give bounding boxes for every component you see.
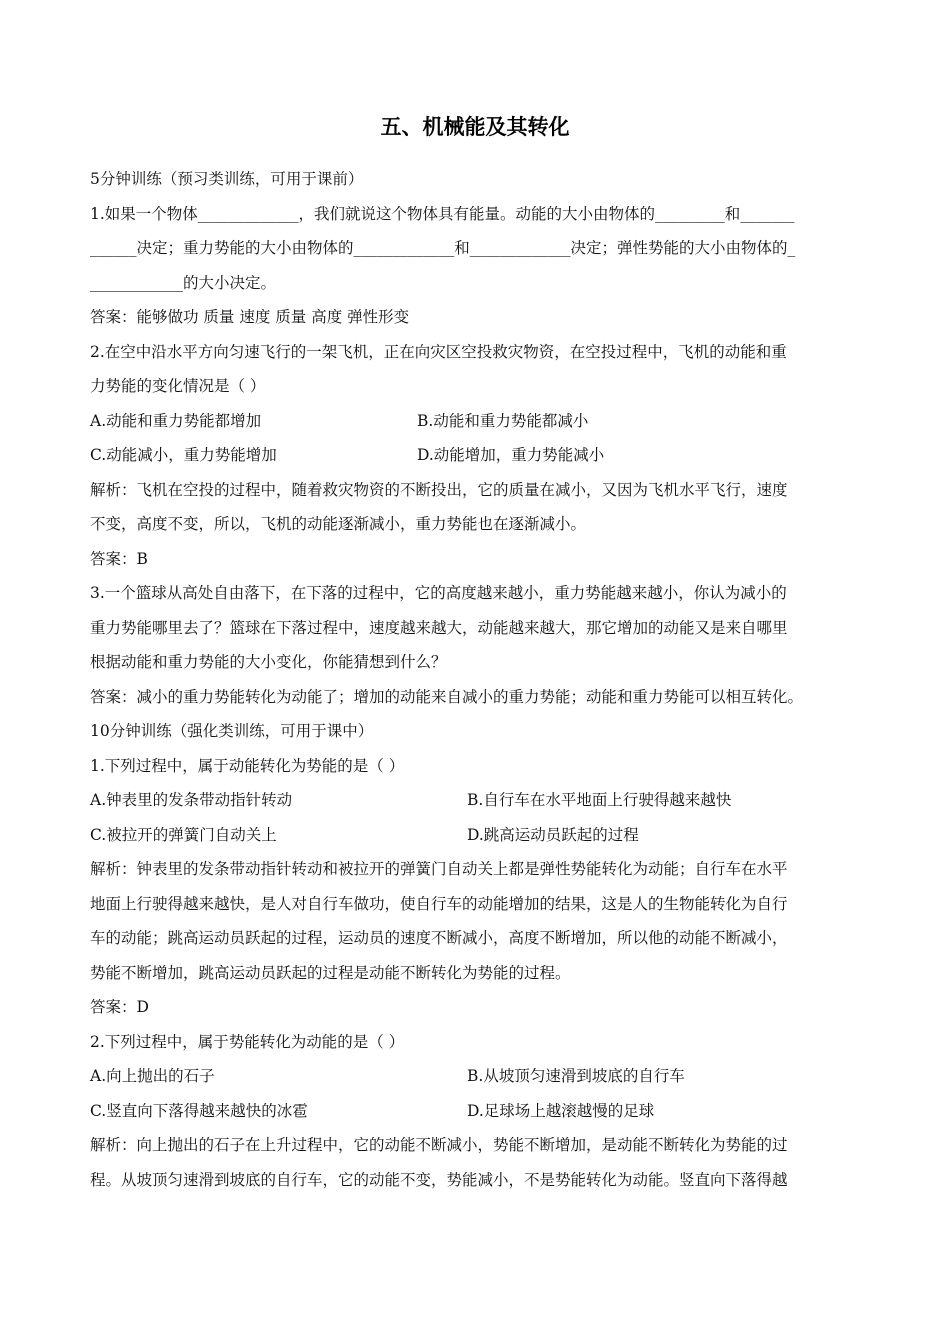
document-page — [90, 112, 860, 1197]
option-row — [90, 1059, 860, 1094]
text-line: 重力势能哪里去了？篮球在下落过程中，速度越来越大，动能越来越大，那它增加的动能又是来自哪里 — [90, 618, 788, 637]
text-line: 5分钟训练（预习类训练，可用于课前） — [90, 170, 364, 188]
option-row — [90, 438, 860, 473]
option-right: B.自行车在水平地面上行驶得越来越快 — [467, 791, 732, 809]
document-title: 五、机械能及其转化 — [380, 115, 570, 139]
text-line: 根据动能和重力势能的大小变化，你能猜想到什么？ — [90, 653, 447, 671]
option-right: D.跳高运动员跃起的过程 — [467, 825, 639, 844]
option-right: D.动能增加，重力势能减小 — [417, 446, 605, 464]
option-left: C.竖直向下落得越来越快的冰雹 — [90, 1101, 308, 1120]
option-left: A.动能和重力势能都增加 — [90, 411, 262, 430]
text-line: 不变，高度不变，所以，飞机的动能逐渐减小，重力势能也在逐渐减小。 — [90, 515, 587, 533]
text-line: 1.如果一个物体_____________，我们就说这个物体具有能量。动能的大小由物体的_________和_______ — [90, 204, 795, 223]
text-line: 3.一个篮球从高处自由落下，在下落的过程中，它的高度越来越小，重力势能越来越小，你认为减小的 — [90, 584, 787, 602]
option-left: C.动能减小，重力势能增加 — [90, 446, 277, 464]
option-row — [90, 783, 860, 818]
text-line: 势能不断增加，跳高运动员跃起的过程是动能不断转化为势能的过程。 — [90, 963, 571, 982]
option-right: B.从坡顶匀速滑到坡底的自行车 — [467, 1067, 685, 1085]
text-line: 解析：向上抛出的石子在上升过程中，它的动能不断减小，势能不断增加，是动能不断转化为势能的过 — [90, 1136, 788, 1154]
text-line: 力势能的变化情况是（ ） — [90, 377, 266, 395]
text-line: 2.下列过程中，属于势能转化为动能的是（ ） — [90, 1032, 405, 1051]
text-line: 答案：D — [90, 998, 149, 1016]
text-line: 答案：B — [90, 549, 148, 568]
option-row — [90, 818, 860, 853]
text-line: 程。从坡顶匀速滑到坡底的自行车，它的动能不变，势能减小，不是势能转化为动能。竖直向下落得越 — [90, 1170, 788, 1189]
text-line: 1.下列过程中，属于动能转化为势能的是（ ） — [90, 756, 405, 775]
text-line: 地面上行驶得越来越快，是人对自行车做功，使自行车的动能增加的结果，这是人的生物能转化为自行 — [90, 894, 788, 913]
option-row — [90, 1094, 860, 1129]
option-right: B.动能和重力势能都减小 — [417, 411, 589, 430]
option-right: D.足球场上越滚越慢的足球 — [467, 1101, 655, 1120]
text-line: 2.在空中沿水平方向匀速飞行的一架飞机，正在向灾区空投救灾物资，在空投过程中，飞机的动能和重 — [90, 342, 787, 361]
option-left: C.被拉开的弹簧门自动关上 — [90, 825, 277, 844]
text-line: 解析：飞机在空投的过程中，随着救灾物资的不断投出，它的质量在减小，又因为飞机水平飞行，速度 — [90, 480, 788, 499]
text-line: 10分钟训练（强化类训练，可用于课中） — [90, 722, 374, 740]
text-line: 答案：减小的重力势能转化为动能了；增加的动能来自减小的重力势能；动能和重力势能可以相互转化。 — [90, 687, 804, 706]
option-left: A.钟表里的发条带动指针转动 — [90, 791, 293, 809]
text-line: 车的动能；跳高运动员跃起的过程，运动员的速度不断减小，高度不断增加，所以他的动能不断减小， — [90, 929, 788, 947]
text-line: ______决定；重力势能的大小由物体的_____________和_____________决定；弹性势能的大小由物体的_ — [90, 239, 796, 257]
option-row — [90, 404, 860, 439]
text-line: ____________的大小决定。 — [90, 273, 277, 292]
option-left: A.向上抛出的石子 — [90, 1067, 215, 1085]
text-line: 答案：能够做功 质量 速度 质量 高度 弹性形变 — [90, 308, 410, 326]
document-body — [90, 162, 860, 1197]
text-line: 解析：钟表里的发条带动指针转动和被拉开的弹簧门自动关上都是弹性势能转化为动能；自行车在水平 — [90, 860, 788, 878]
